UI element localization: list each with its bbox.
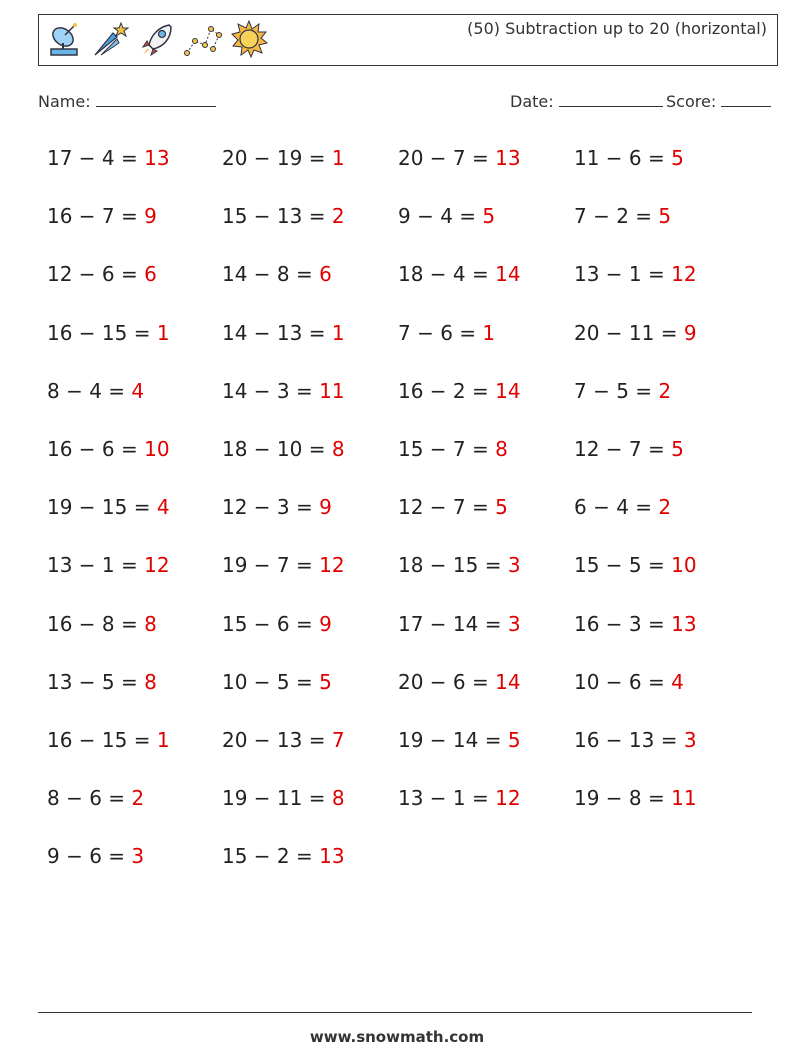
problem-item bbox=[574, 321, 697, 345]
problem-item bbox=[398, 612, 521, 636]
problem-answer: 1 bbox=[331, 320, 345, 345]
problem-item bbox=[222, 844, 345, 868]
problem-item bbox=[398, 786, 521, 810]
problem-item bbox=[574, 612, 697, 636]
problem-item bbox=[47, 612, 157, 636]
problem-expression: 11 − 6 = bbox=[574, 146, 665, 170]
problem-item bbox=[47, 553, 170, 577]
problem-expression: 9 − 6 = bbox=[47, 844, 126, 869]
date-blank[interactable] bbox=[559, 106, 663, 107]
problem-item bbox=[47, 670, 157, 694]
problem-expression: 16 − 3 = bbox=[574, 611, 665, 636]
problem-answer: 5 bbox=[671, 437, 684, 461]
problem-expression: 18 − 15 = bbox=[398, 553, 502, 578]
problem-answer: 3 bbox=[507, 553, 521, 578]
problem-answer: 6 bbox=[319, 262, 332, 287]
problem-expression: 14 − 8 = bbox=[222, 262, 313, 287]
problem-expression: 18 − 4 = bbox=[398, 262, 489, 287]
sun-icon bbox=[229, 19, 269, 59]
problem-expression: 14 − 3 = bbox=[222, 378, 313, 403]
problem-item bbox=[47, 204, 157, 228]
worksheet-header bbox=[38, 14, 778, 66]
problem-item bbox=[222, 728, 345, 752]
problem-item bbox=[47, 844, 144, 868]
problem-answer: 8 bbox=[331, 437, 345, 461]
problem-expression: 15 − 13 = bbox=[222, 204, 326, 229]
problem-expression: 19 − 15 = bbox=[47, 495, 151, 520]
problem-expression: 7 − 2 = bbox=[574, 204, 653, 229]
problem-answer: 14 bbox=[495, 378, 521, 403]
problem-expression: 16 − 8 = bbox=[47, 611, 138, 636]
score-label: Score: bbox=[666, 92, 717, 111]
problem-answer: 5 bbox=[658, 204, 672, 229]
problem-item bbox=[398, 146, 521, 170]
problem-expression: 7 − 5 = bbox=[574, 378, 653, 403]
problem-item bbox=[574, 670, 684, 694]
problem-answer: 4 bbox=[671, 669, 684, 694]
problem-item bbox=[47, 262, 157, 286]
problem-expression: 8 − 4 = bbox=[47, 378, 126, 403]
problem-expression: 15 − 7 = bbox=[398, 437, 489, 461]
problem-expression: 16 − 6 = bbox=[47, 437, 138, 461]
problem-answer: 13 bbox=[319, 844, 345, 869]
problem-item bbox=[222, 321, 345, 345]
problem-answer: 7 bbox=[331, 728, 345, 752]
problem-answer: 5 bbox=[671, 146, 684, 170]
problem-expression: 13 − 1 = bbox=[574, 262, 665, 287]
problem-item bbox=[398, 262, 521, 286]
problem-expression: 12 − 3 = bbox=[222, 495, 313, 520]
problem-expression: 16 − 15 = bbox=[47, 728, 151, 752]
problem-answer: 3 bbox=[507, 611, 521, 636]
constellation-icon bbox=[183, 19, 223, 59]
problem-expression: 16 − 13 = bbox=[574, 728, 678, 752]
problem-answer: 9 bbox=[144, 204, 157, 229]
problem-item bbox=[47, 728, 170, 752]
problem-answer: 1 bbox=[156, 320, 170, 345]
problem-answer: 13 bbox=[671, 611, 697, 636]
problem-answer: 12 bbox=[319, 553, 345, 578]
problem-expression: 13 − 1 = bbox=[47, 553, 138, 578]
problem-answer: 4 bbox=[131, 378, 145, 403]
problem-answer: 9 bbox=[319, 611, 332, 636]
problem-item bbox=[222, 262, 332, 286]
problem-answer: 8 bbox=[495, 437, 508, 461]
problem-item bbox=[574, 553, 697, 577]
problem-answer: 13 bbox=[144, 146, 170, 170]
problem-answer: 1 bbox=[331, 146, 345, 170]
name-label: Name: bbox=[38, 92, 91, 111]
problem-expression: 19 − 7 = bbox=[222, 553, 313, 578]
problem-item bbox=[574, 495, 671, 519]
problem-answer: 5 bbox=[319, 669, 332, 694]
problem-expression: 10 − 6 = bbox=[574, 669, 665, 694]
problem-item bbox=[574, 204, 671, 228]
problem-answer: 11 bbox=[319, 378, 345, 403]
problem-answer: 14 bbox=[495, 669, 521, 694]
problem-item bbox=[574, 262, 697, 286]
problem-item bbox=[574, 437, 684, 461]
problem-expression: 20 − 11 = bbox=[574, 320, 678, 345]
problem-expression: 19 − 14 = bbox=[398, 728, 502, 752]
problem-answer: 5 bbox=[507, 728, 521, 752]
problem-item bbox=[222, 495, 332, 519]
problem-expression: 17 − 14 = bbox=[398, 611, 502, 636]
problem-answer: 1 bbox=[156, 728, 170, 752]
problem-expression: 8 − 6 = bbox=[47, 786, 126, 811]
problem-answer: 9 bbox=[683, 320, 697, 345]
problem-answer: 3 bbox=[131, 844, 145, 869]
problem-expression: 13 − 5 = bbox=[47, 669, 138, 694]
date-label: Date: bbox=[510, 92, 554, 111]
problem-answer: 14 bbox=[495, 262, 521, 287]
problem-answer: 8 bbox=[144, 611, 157, 636]
problem-item bbox=[222, 670, 332, 694]
problem-answer: 9 bbox=[319, 495, 332, 520]
problem-expression: 6 − 4 = bbox=[574, 495, 653, 520]
problem-item bbox=[398, 379, 521, 403]
problem-item bbox=[398, 204, 495, 228]
problem-item bbox=[47, 379, 144, 403]
score-field bbox=[666, 92, 771, 111]
problem-item bbox=[47, 146, 170, 170]
comet-icon bbox=[91, 19, 131, 59]
problem-answer: 5 bbox=[482, 204, 496, 229]
problem-expression: 16 − 7 = bbox=[47, 204, 138, 229]
problem-item bbox=[222, 204, 345, 228]
problem-item bbox=[398, 321, 495, 345]
problem-item bbox=[47, 495, 170, 519]
problem-item bbox=[398, 495, 508, 519]
footer-website: www.snowmath.com bbox=[309, 1028, 485, 1046]
problem-expression: 9 − 4 = bbox=[398, 204, 477, 229]
problem-answer: 4 bbox=[156, 495, 170, 520]
problem-expression: 20 − 19 = bbox=[222, 146, 326, 170]
problem-expression: 12 − 6 = bbox=[47, 262, 138, 287]
satellite-dish-icon bbox=[45, 19, 85, 59]
problem-expression: 14 − 13 = bbox=[222, 320, 326, 345]
problem-answer: 12 bbox=[671, 262, 697, 287]
problem-answer: 2 bbox=[658, 378, 672, 403]
problem-item bbox=[47, 786, 144, 810]
problem-item bbox=[47, 321, 170, 345]
problem-item bbox=[398, 728, 521, 752]
problem-item bbox=[574, 786, 697, 810]
problem-item bbox=[222, 786, 345, 810]
problem-answer: 12 bbox=[495, 786, 521, 811]
problem-item bbox=[222, 379, 345, 403]
problem-answer: 5 bbox=[495, 495, 508, 520]
problem-answer: 10 bbox=[144, 437, 170, 461]
problem-item bbox=[222, 553, 345, 577]
problem-expression: 15 − 5 = bbox=[574, 553, 665, 578]
problem-expression: 20 − 6 = bbox=[398, 669, 489, 694]
problem-item bbox=[574, 728, 697, 752]
problem-expression: 17 − 4 = bbox=[47, 146, 138, 170]
problem-answer: 8 bbox=[144, 669, 157, 694]
problem-item bbox=[398, 670, 521, 694]
name-field bbox=[38, 92, 216, 111]
problem-expression: 15 − 2 = bbox=[222, 844, 313, 869]
rocket-icon bbox=[137, 19, 177, 59]
problem-answer: 12 bbox=[144, 553, 170, 578]
problem-item bbox=[574, 146, 684, 170]
problem-item bbox=[574, 379, 671, 403]
problem-item bbox=[222, 612, 332, 636]
icon-strip bbox=[45, 19, 269, 59]
problem-answer: 10 bbox=[671, 553, 697, 578]
problem-expression: 20 − 7 = bbox=[398, 146, 489, 170]
problem-answer: 1 bbox=[482, 320, 496, 345]
problem-answer: 6 bbox=[144, 262, 157, 287]
problem-answer: 11 bbox=[671, 786, 697, 811]
name-blank[interactable] bbox=[96, 106, 216, 107]
problem-expression: 19 − 8 = bbox=[574, 786, 665, 811]
problem-expression: 13 − 1 = bbox=[398, 786, 489, 811]
date-field bbox=[510, 92, 663, 111]
problem-expression: 18 − 10 = bbox=[222, 437, 326, 461]
problem-item bbox=[47, 437, 170, 461]
problem-expression: 20 − 13 = bbox=[222, 728, 326, 752]
problem-expression: 10 − 5 = bbox=[222, 669, 313, 694]
problem-expression: 19 − 11 = bbox=[222, 786, 326, 811]
problem-answer: 3 bbox=[683, 728, 697, 752]
footer-divider bbox=[38, 1012, 752, 1013]
problem-expression: 7 − 6 = bbox=[398, 320, 477, 345]
problem-expression: 16 − 15 = bbox=[47, 320, 151, 345]
score-blank[interactable] bbox=[721, 106, 771, 107]
problem-answer: 2 bbox=[331, 204, 345, 229]
problem-answer: 8 bbox=[331, 786, 345, 811]
worksheet-title: (50) Subtraction up to 20 (horizontal) bbox=[467, 19, 767, 38]
problem-answer: 2 bbox=[658, 495, 672, 520]
problem-expression: 12 − 7 = bbox=[574, 437, 665, 461]
problem-answer: 2 bbox=[131, 786, 145, 811]
problem-item bbox=[222, 437, 345, 461]
problem-item bbox=[398, 437, 508, 461]
problem-expression: 15 − 6 = bbox=[222, 611, 313, 636]
problem-item bbox=[222, 146, 345, 170]
problem-expression: 16 − 2 = bbox=[398, 378, 489, 403]
problem-item bbox=[398, 553, 521, 577]
problem-expression: 12 − 7 = bbox=[398, 495, 489, 520]
problem-answer: 13 bbox=[495, 146, 521, 170]
